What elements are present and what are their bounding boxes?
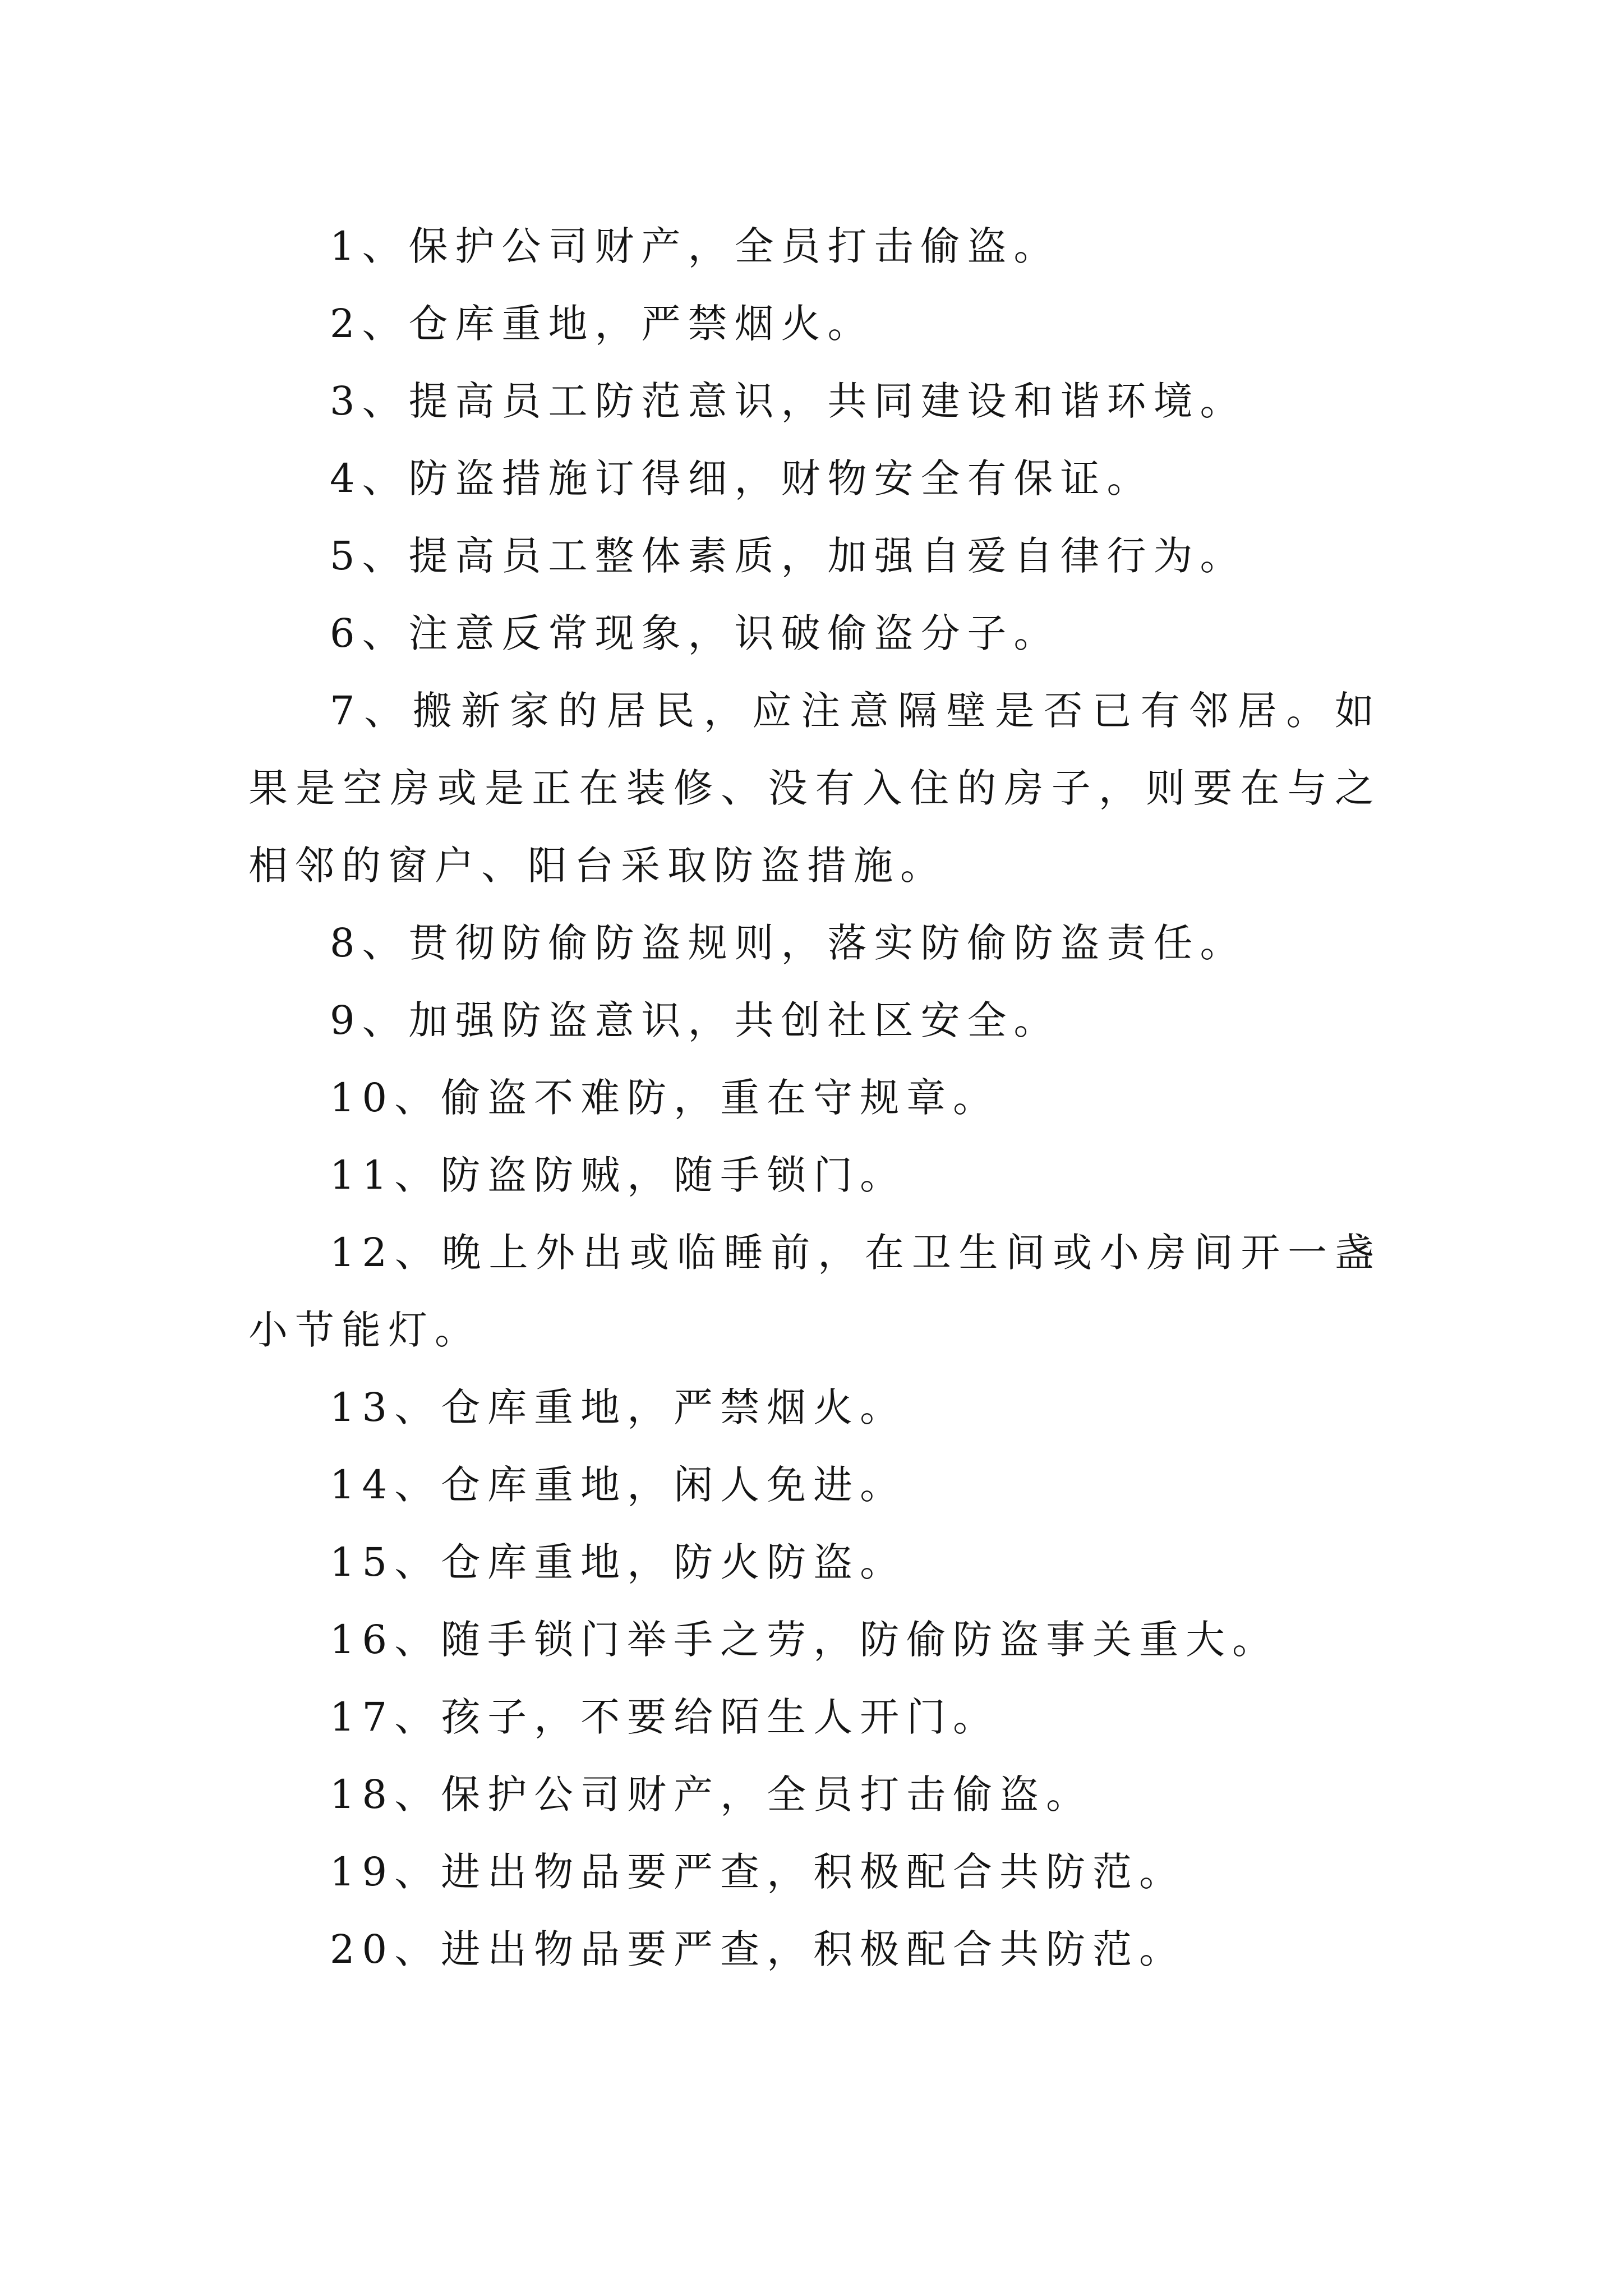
paragraph-15: 15、仓库重地，防火防盗。 (330, 1539, 907, 1585)
paragraph-12: 12、晚上外出或临睡前，在卫生间或小房间开一盏小节能灯。 (248, 1230, 1381, 1353)
paragraph-10: 10、偷盗不难防，重在守规章。 (330, 1075, 1000, 1121)
paragraph-7: 7、搬新家的居民，应注意隔壁是否已有邻居。如果是空房或是正在装修、没有入住的房子，则要在与之相邻的窗户、阳台采取防盗措施。 (248, 688, 1381, 889)
paragraph-11: 11、防盗防贼，随手锁门。 (330, 1152, 907, 1198)
paragraph-6: 6、注意反常现象，识破偷盗分子。 (330, 610, 1061, 656)
paragraph-19: 19、进出物品要严查，积极配合共防范。 (330, 1849, 1186, 1895)
paragraph-5: 5、提高员工整体素质，加强自爱自律行为。 (330, 533, 1247, 579)
paragraph-13: 13、仓库重地，严禁烟火。 (330, 1384, 907, 1430)
paragraph-16: 16、随手锁门举手之劳，防偷防盗事关重大。 (330, 1617, 1279, 1663)
paragraph-18: 18、保护公司财产，全员打击偷盗。 (330, 1772, 1093, 1818)
paragraph-17: 17、孩子，不要给陌生人开门。 (330, 1694, 1000, 1740)
paragraph-14: 14、仓库重地，闲人免进。 (330, 1462, 907, 1508)
paragraph-8: 8、贯彻防偷防盗规则，落实防偷防盗责任。 (330, 920, 1247, 966)
paragraph-1: 1、保护公司财产，全员打击偷盗。 (330, 223, 1061, 269)
paragraph-9: 9、加强防盗意识，共创社区安全。 (330, 997, 1061, 1043)
document-body (248, 208, 1381, 1988)
paragraph-20: 20、进出物品要严查，积极配合共防范。 (330, 1926, 1186, 1972)
paragraph-3: 3、提高员工防范意识，共同建设和谐环境。 (330, 378, 1247, 424)
paragraph-4: 4、防盗措施订得细，财物安全有保证。 (330, 455, 1154, 501)
paragraph-2: 2、仓库重地，严禁烟火。 (330, 301, 874, 347)
